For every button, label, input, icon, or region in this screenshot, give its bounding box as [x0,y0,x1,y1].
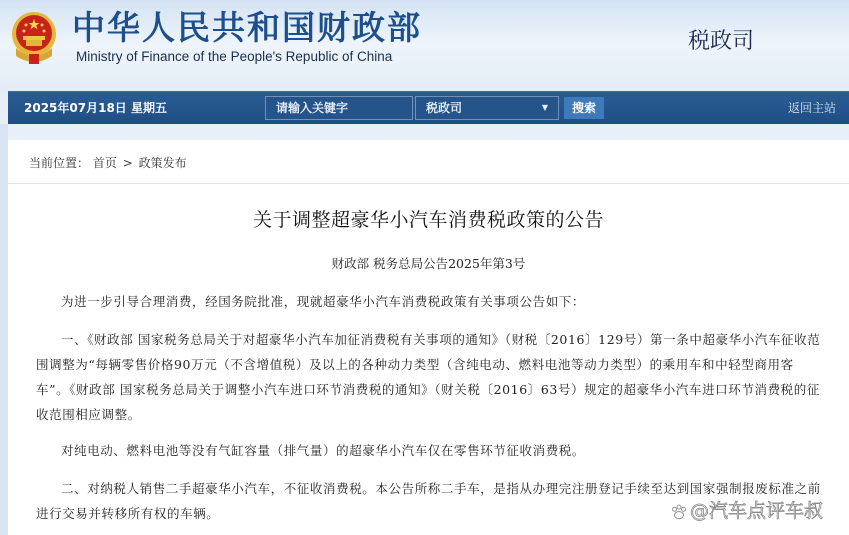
national-emblem-icon [8,10,60,66]
search-scope-select[interactable] [415,96,559,120]
document-number: 财政部 税务总局公告2025年第3号 [331,256,526,271]
article-title: 关于调整超豪华小汽车消费税政策的公告 [252,209,604,231]
site-header [0,0,849,88]
search-scope-value: 税政司 [426,101,463,115]
search-button[interactable]: 搜索 [564,97,604,119]
breadcrumb-label: 当前位置： [29,156,90,170]
article-paragraph: 二、对纳税人销售二手超豪华小汽车，不征收消费税。本公告所称二手车，是指从办理完注册登记手续至达到国家强制报废标准之前进行交易并转移所有权的车辆。 [36,481,821,521]
breadcrumb [29,155,187,171]
paw-icon [670,503,688,521]
department-name: 税政司 [688,29,755,54]
breadcrumb-current[interactable]: 政策发布 [138,156,187,170]
nav-bar [8,91,849,124]
article-paragraph: 对纯电动、燃料电池等没有气缸容量（排气量）的超豪华小汽车仅在零售环节征收消费税。 [61,443,586,458]
watermark [670,499,823,523]
article-paragraph: 为进一步引导合理消费，经国务院批准，现就超豪华小汽车消费税政策有关事项公告如下： [61,294,586,309]
return-home-link[interactable]: 返回主站 [788,101,837,115]
site-title-cn: 中华人民共和国财政部 [72,8,422,47]
article-paragraph: 一、《财政部 国家税务总局关于对超豪华小汽车加征消费税有关事项的通知》（财税〔2016〕129号）第一条中超豪华小汽车征收范围调整为“每辆零售价格90万元（不含增值税）及以上的各种动力类型（含纯电动、燃料电池等动力类型）的乘用车和中轻型商用客车”。《财政部 国家税务总局关于调整小汽车进口环节消费税的通知》（财关税〔2016〕63号）规定的超豪华小汽车进口环节消费税的征收范围相应调整。 [36,332,821,422]
breadcrumb-home[interactable]: 首页 [92,156,117,170]
search-input[interactable] [265,96,413,120]
current-date: 2025年07月18日 星期五 [24,101,167,115]
breadcrumb-separator: > [122,156,133,170]
article-container [8,140,849,535]
chevron-down-icon: ▼ [541,103,548,112]
watermark-text: @汽车点评车叔 [690,500,824,522]
divider [8,183,849,184]
site-title-en: Ministry of Finance of the People's Republic of China [76,49,393,64]
left-border [0,124,8,535]
